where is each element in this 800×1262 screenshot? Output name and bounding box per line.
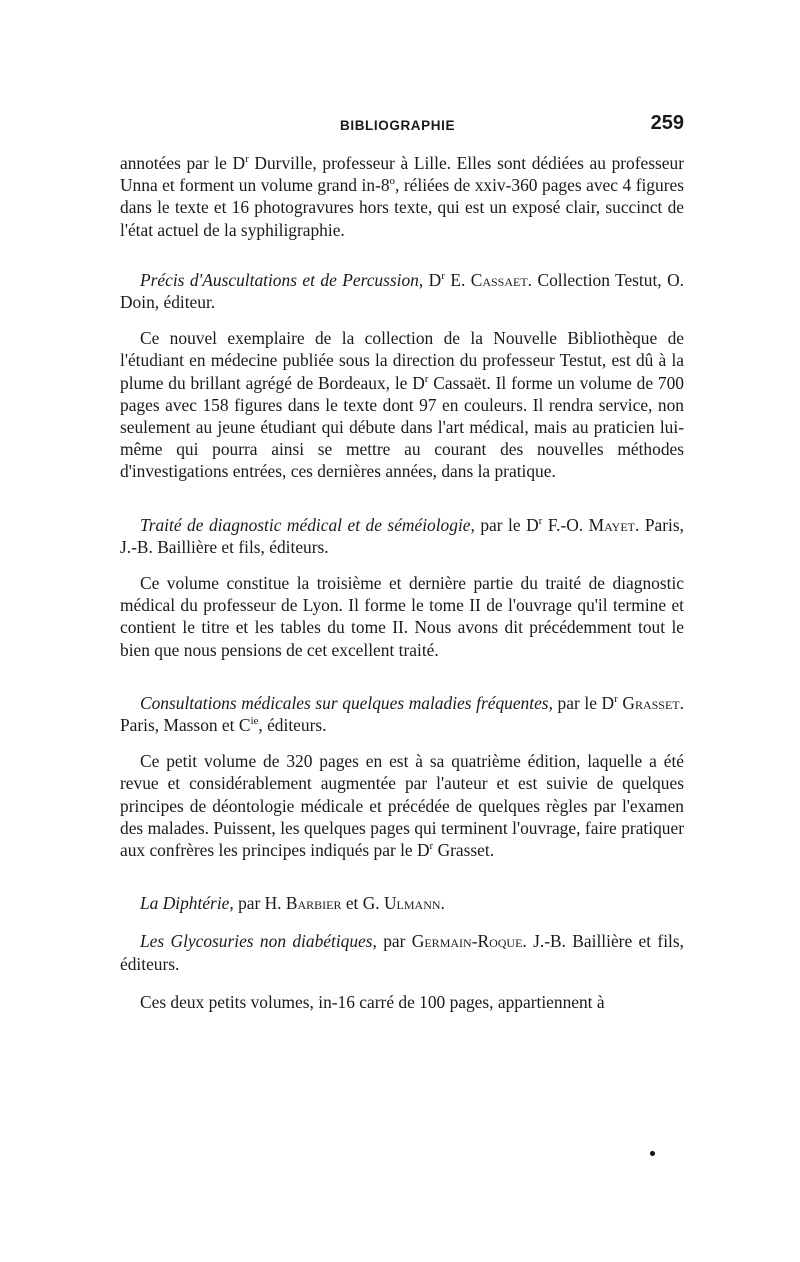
author-name: E. Cassaet. — [444, 269, 533, 290]
book-title: Précis d'Auscultations et de Percussion, — [140, 269, 424, 290]
book-title: La Diphtérie, — [140, 893, 234, 914]
book-title: Consultations médicales sur quelques maladies fréquentes, — [140, 692, 553, 713]
paragraph-closing: Ces deux petits volumes, in-16 carré de 100 pages, appartiennent à — [140, 991, 605, 1012]
page-header — [120, 112, 684, 142]
reference-germain-roque: Les Glycosuries non diabétiques, par Germain-Roque. J.-B. Baillière et fils, éditeurs. — [120, 931, 684, 974]
running-title: BIBLIOGRAPHIE — [340, 118, 456, 133]
paragraph-grasset-review: Ce petit volume de 320 pages en est à sa quatrième édition, laquelle a été revue et considérablement augmentée par l'auteur et est suivie de quelques principes de déontologie médicale et précédée de quelques règles par l'examen des malades. Puissent, les quelques pages qui terminent l'ouvrage, faire pratiquer aux confrères les principes indiqués par le $D^r$ Grasset. — [120, 751, 684, 861]
page-number: 259 — [650, 112, 684, 134]
author-name: Grasset. — [617, 692, 684, 713]
paragraph-cassaet-review: Ce nouvel exemplaire de la collection de la Nouvelle Bibliothèque de l'étudiant en médecine publiée sous la direction du professeur Testut, est dû à la plume du brillant agrégé de Bordeaux, le $D^r$ Cassaët. Il forme un volume de 700 pages avec 158 figures dans le texte dont 97 en couleurs. Il rendra service, non seulement au jeune étudiant qui débute dans l'art médical, mais au praticien lui-même qui pourra ainsi se mettre au courant des nouvelles méthodes d'investigations entrées, ces dernières années, dans la pratique. — [120, 328, 684, 482]
author-name: Mayet. — [588, 514, 640, 535]
book-title: Les Glycosuries non diabétiques, — [140, 931, 377, 952]
book-title: Traité de diagnostic médical et de séméiologie, — [140, 514, 475, 535]
author-name: Barbier — [285, 893, 342, 914]
paragraph-mayet-review: Ce volume constitue la troisième et dernière partie du traité de diagnostic médical du professeur de Lyon. Il forme le tome II de l'ouvrage qu'il termine et contient le titre et les tables du tome II. Nous avons dit précédemment tout le bien que nous pensions de cet excellent traité. — [120, 573, 684, 660]
reference-grasset: Consultations médicales sur quelques maladies fréquentes, par le $D^r$ Grasset. Paris, Masson et $C^{ie}$, éditeurs. — [120, 692, 684, 736]
paragraph-durville: annotées par le $D^r$ Durville, professeur à Lille. Elles sont dédiées au professeur Unna et forment un volume grand in-8$^o$, réliées de xxiv-360 pages avec 4 figures dans le texte et 16 photogravures hors texte, qui est un exposé clair, succinct de l'état actuel de la syphiligraphie. — [120, 153, 684, 240]
author-name: Ulmann. — [384, 893, 445, 914]
reference-cassaet: Précis d'Auscultations et de Percussion, $D^r$ E. Cassaet. Collection Testut, O. Doin, éditeur. — [120, 269, 684, 313]
page-body — [120, 152, 684, 1013]
reference-barbier-ulmann: La Diphtérie, par H. Barbier et G. Ulmann. — [140, 893, 445, 914]
reference-mayet: Traité de diagnostic médical et de séméiologie, par le $D^r$ F.-O. Mayet. Paris, J.-B. Baillière et fils, éditeurs. — [120, 514, 684, 557]
ink-speck — [650, 1151, 655, 1156]
author-name: Germain-Roque. — [411, 931, 527, 952]
